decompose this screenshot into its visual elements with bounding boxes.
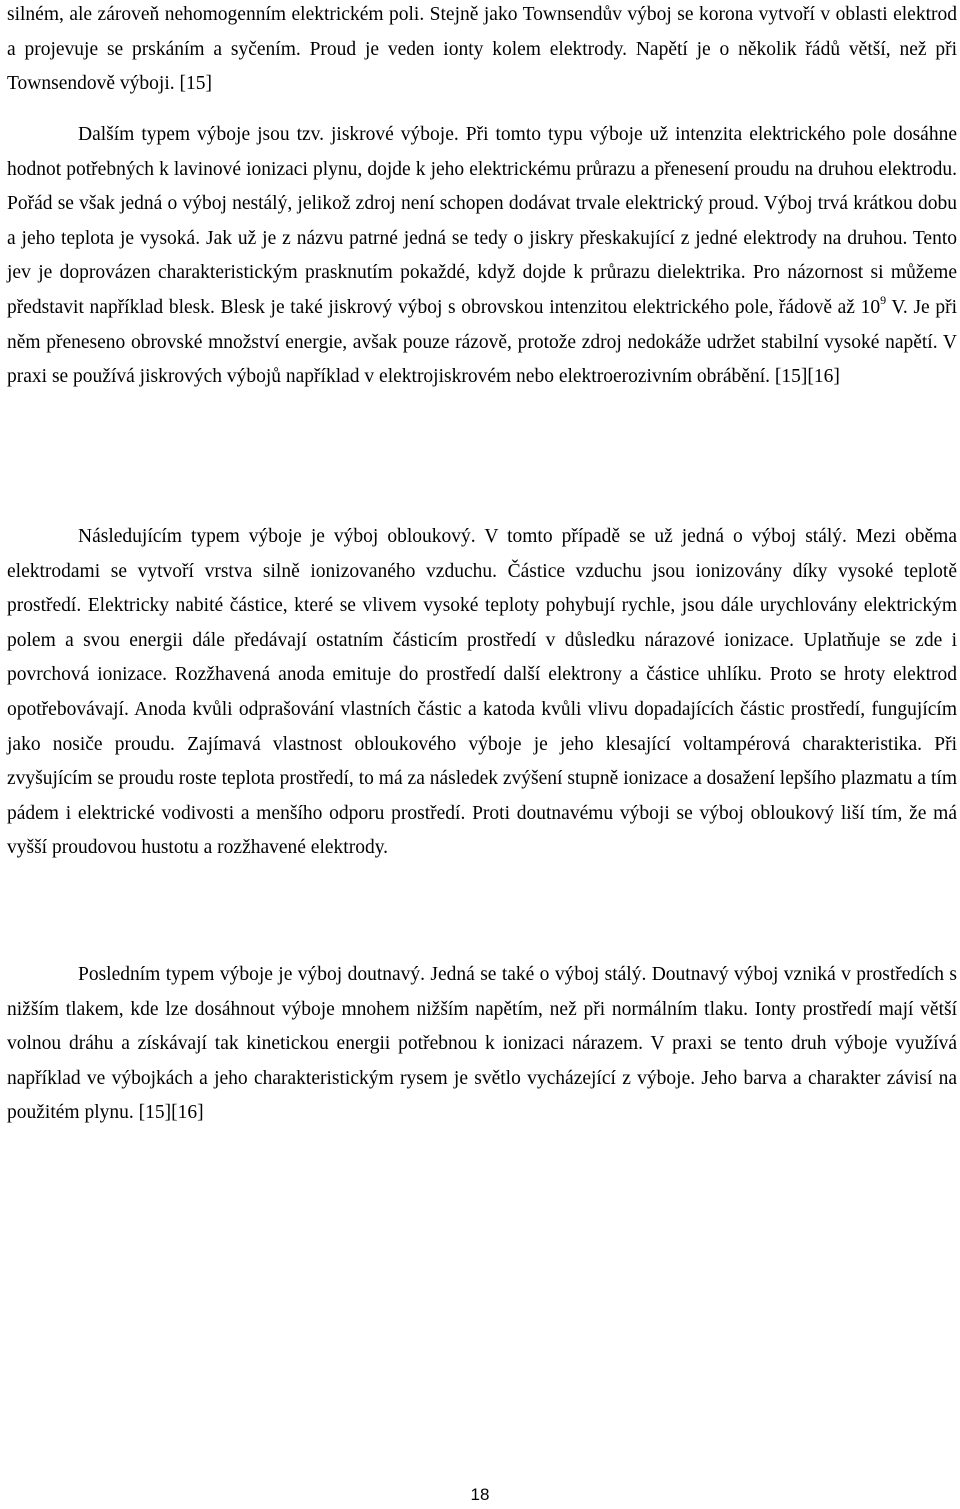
paragraph-spark-discharge xyxy=(7,118,957,395)
page-number: 18 xyxy=(470,1485,490,1504)
exponent-superscript: 9 xyxy=(880,292,887,307)
spark-text-part-2: V. Je při něm přeneseno obrovské množství energie, avšak pouze rázově, protože zdroj nedokáže udržet stabilní vysoké napětí. V praxi se používá jiskrových výbojů například v elektrojiskrovém nebo elektroerozivním obrábění. [15][16] xyxy=(7,296,957,388)
spark-text-part-1: Dalším typem výboje jsou tzv. jiskrové výboje. Při tomto typu výboje už intenzita elektrického pole dosáhne hodnot potřebných k lavinové ionizaci plynu, dojde k jeho elektrickému průrazu a přenesení proudu na druhou elektrodu. Pořád se však jedná o výboj nestálý, jelikož zdroj není schopen dodávat trvale elektrický proud. Výboj trvá krátkou dobu a jeho teplota je vysoká. Jak už je z názvu patrné jedná se tedy o jiskry přeskakující z jedné elektrody na druhou. Tento jev je doprovázen charakteristickým prasknutím pokaždé, když dojde k průrazu dielektrika. Pro názornost si můžeme představit například blesk. Blesk je také jiskrový výboj s obrovskou intenzitou elektrického pole, řádově až 10 xyxy=(7,124,957,318)
paragraph-corona-discharge: silném, ale zároveň nehomogenním elektrickém poli. Stejně jako Townsendův výboj se korona vytvoří v oblasti elektrod a projevuje se prskáním a syčením. Proud je veden ionty kolem elektrody. Napětí je o několik řádů větší, než při Townsendově výboji. [15] xyxy=(7,4,957,95)
paragraph-arc-discharge: Následujícím typem výboje je výboj obloukový. V tomto případě se už jedná o výboj stálý. Mezi oběma elektrodami se vytvoří vrstva silně ionizovaného vzduchu. Částice vzduchu jsou ionizovány díky vysoké teplotě prostředí. Elektricky nabité částice, které se vlivem vysoké teploty pohybují rychle, jsou dále urychlovány elektrickým polem a svou energii dále předávají ostatním částicím prostředí v důsledku nárazové ionizace. Uplatňuje se zde i povrchová ionizace. Rozžhavená anoda emituje do prostředí další elektrony a částice uhlíku. Proto se hroty elektrod opotřebovávají. Anoda kvůli odprašování vlastních částic a katoda kvůli vlivu dopadajících částic prostředí, fungujícím jako nosiče proudu. Zajímavá vlastnost obloukového výboje je jeho klesající voltampérová charakteristika. Při zvyšujícím se proudu roste teplota prostředí, to má za následek zvýšení stupně ionizace a dosažení lepšího plazmatu a tím pádem i elektrické vodivosti a menšího odporu prostředí. Proti doutnavému výboji se výboj obloukový liší tím, že má vyšší proudovou hustotu a rozžhavené elektrody. xyxy=(7,526,957,859)
paragraph-glow-discharge: Posledním typem výboje je výboj doutnavý. Jedná se také o výboj stálý. Doutnavý výboj vzniká v prostředích s nižším tlakem, kde lze dosáhnout výboje mnohem nižším napětím, než při normálním tlaku. Ionty prostředí mají větší volnou dráhu a získávají tak kinetickou energii potřebnou k ionizaci nárazem. V praxi se tento druh výboje využívá například ve výbojkách a jeho charakteristickým rysem je světlo vycházející z výboje. Jeho barva a charakter závisí na použitém plynu. [15][16] xyxy=(7,964,957,1124)
